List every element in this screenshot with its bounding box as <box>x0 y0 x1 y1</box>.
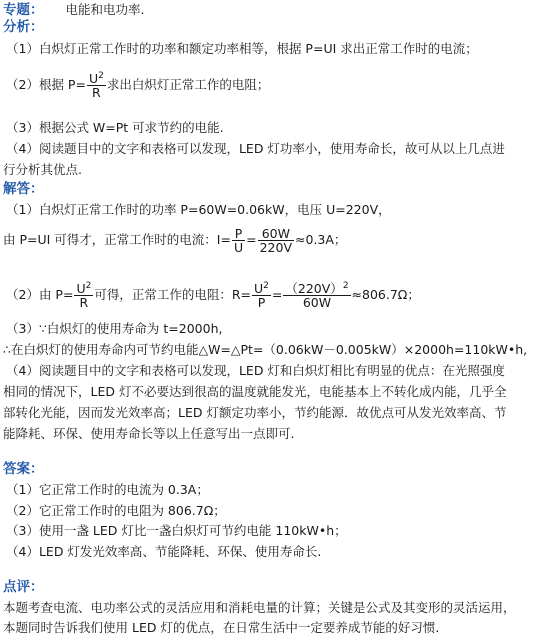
fraction-numerator: （220V） <box>285 281 343 296</box>
fraction-numerator: U <box>88 71 99 86</box>
fraction-220v-squared-over-60w <box>283 282 350 309</box>
solution-resistance-middle: 可得，正常工作的电阻：R= <box>94 287 252 302</box>
fraction-60w-over-220v <box>258 227 294 254</box>
answer-heading: 答案： <box>3 461 44 477</box>
analysis-item-2-prefix: （2）根据 P= <box>6 77 86 92</box>
exponent: 2 <box>85 281 92 291</box>
analysis-item-4-line-1: （4）阅读题目中的文字和表格可以发现，LED 灯功率小，使用寿命长，故可从以上几点进 <box>6 141 505 156</box>
fraction-denominator: R <box>79 295 89 310</box>
fraction-u2-over-p <box>252 282 271 309</box>
fraction-denominator: U <box>233 240 244 255</box>
analysis-item-2 <box>6 72 269 99</box>
solution-resistance-result: ≈806.7Ω； <box>351 287 420 302</box>
solution-item-4-line-1: （4）阅读题目中的文字和表格可以发现，LED 灯和白炽灯相比有明显的优点：在光照强度 <box>6 363 505 378</box>
analysis-item-4-line-2: 行分析其优点. <box>3 162 82 177</box>
answer-item-3: （3）使用一盏 LED 灯比一盏白炽灯可节约电能 110kW•h； <box>6 523 347 538</box>
exponent: 2 <box>263 281 269 291</box>
topic-text: 电能和电功率. <box>65 2 145 17</box>
analysis-item-3: （3）根据公式 W=Pt 可求节约的电能. <box>6 120 224 135</box>
solution-heading: 解答： <box>3 181 44 197</box>
solution-item-3-line-2: ∴在白炽灯的使用寿命内可节约电能△W=△Pt=（0.06kW－0.005kW）×2000h=110kW•h, <box>3 342 528 357</box>
solution-item-4-line-4: 能降耗、环保、使用寿命长等以上任意写出一点即可. <box>3 426 295 441</box>
fraction-u2-over-r <box>74 282 93 309</box>
fraction-p-over-u <box>232 227 245 254</box>
comment-heading: 点评： <box>3 579 44 595</box>
fraction-numerator: P <box>232 227 245 241</box>
solution-resistance-prefix: （2）由 P= <box>6 287 74 302</box>
fraction-denominator: P <box>257 295 266 310</box>
solution-item-4-line-3: 部转化光能，因而发光效率高；LED 灯额定功率小，节约能源．故优点可从发光效率高、节 <box>3 405 507 420</box>
solution-current-result: ≈0.3A； <box>295 232 347 247</box>
comment-line-2: 本题同时告诉我们使用 LED 灯的优点，在日常生活中一定要养成节能的好习惯. <box>3 620 440 635</box>
fraction-denominator: 220V <box>259 240 293 255</box>
analysis-heading: 分析： <box>3 19 44 35</box>
fraction-numerator: 60W <box>258 227 294 241</box>
fraction-denominator: 60W <box>302 295 332 310</box>
fraction-numerator: U <box>76 281 86 296</box>
analysis-item-2-suffix: 求出白炽灯正常工作的电阻； <box>106 77 270 92</box>
fraction-u2-over-r <box>87 72 106 99</box>
solution-current-prefix: 由 P=UI 可得才，正常工作时的电流：I= <box>3 232 231 247</box>
exponent: 2 <box>98 71 104 81</box>
solution-item-2 <box>6 282 420 309</box>
solution-item-4-line-2: 相同的情况下，LED 灯不必要达到很高的温度就能发光，电能基本上不转化成内能，几乎全 <box>3 384 507 399</box>
answer-item-2: （2）它正常工作时的电阻为 806.7Ω； <box>6 503 226 518</box>
topic-label: 专题： <box>3 2 44 18</box>
comment-line-1: 本题考查电流、电功率公式的灵活应用和消耗电量的计算；关键是公式及其变形的灵活运用， <box>3 600 516 615</box>
answer-item-4: （4）LED 灯发光效率高、节能降耗、环保、使用寿命长. <box>6 544 322 559</box>
analysis-item-1: （1）白炽灯正常工作时的功率和额定功率相等，根据 P=UI 求出正常工作时的电流； <box>6 41 478 56</box>
equals-sign: = <box>246 232 257 247</box>
fraction-denominator: R <box>92 85 101 100</box>
answer-item-1: （1）它正常工作时的电流为 0.3A； <box>6 482 209 497</box>
fraction-numerator: U <box>254 281 264 296</box>
exponent: 2 <box>342 281 349 291</box>
solution-item-3-line-1: （3）∵白炽灯的使用寿命为 t=2000h, <box>6 321 223 336</box>
topic-line <box>3 1 144 19</box>
equals-sign: = <box>271 287 283 302</box>
solution-item-1-line-1: （1）白炽灯正常工作时的功率 P=60W=0.06kW，电压 U=220V， <box>6 202 391 217</box>
solution-item-1-line-2 <box>3 227 346 254</box>
